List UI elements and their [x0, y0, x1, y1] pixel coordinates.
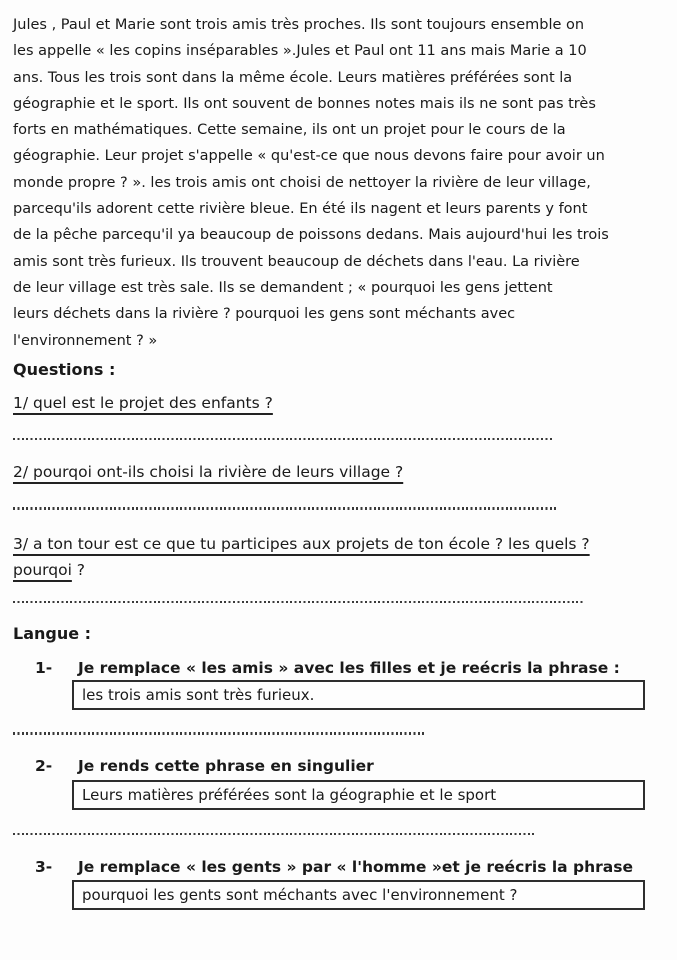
langue-heading: Langue :: [13, 624, 92, 644]
question-3-question-mark: ?: [71, 561, 86, 580]
langue-item-3-answer-box: [72, 880, 645, 910]
langue-item-2-label: Je rends cette phrase en singulier: [78, 756, 374, 775]
question-3-text-continued: pourqoi: [13, 561, 72, 580]
story-line: leurs déchets dans la rivière ? pourquoi les gens sont méchants avec: [13, 306, 516, 323]
langue-item-1-number: 1-: [35, 659, 53, 678]
langue-item-2-answer-box: [72, 780, 645, 810]
langue-item-2: [13, 756, 663, 776]
question-1-text: 1/ quel est le projet des enfants ?: [13, 393, 273, 412]
langue-item-3-answer-text: pourquoi les gents sont méchants avec l'environnement ?: [82, 886, 518, 905]
langue-item-2-answer-text: Leurs matières préférées sont la géographie et le sport: [82, 785, 497, 804]
questions-heading: Questions :: [13, 359, 116, 379]
story-line: ans. Tous les trois sont dans la même école. Leurs matières préférées sont la: [13, 69, 573, 86]
question-3-text: 3/ a ton tour est ce que tu participes aux projets de ton école ? les quels ?: [13, 534, 590, 553]
langue-item-1-answer-text: les trois amis sont très furieux.: [82, 686, 315, 705]
langue-item-1-label: Je remplace « les amis » avec les filles et je reécris la phrase :: [78, 659, 620, 678]
question-2: [13, 461, 663, 483]
answer-dotted-line-1: [13, 438, 553, 441]
question-3: [13, 531, 663, 584]
story-line: parcequ'ils adorent cette rivière bleue. En été ils nagent et leurs parents y font: [13, 201, 588, 218]
story-line: géographie. Leur projet s'appelle « qu'est-ce que nous devons faire pour avoir un: [13, 148, 605, 165]
story-line: l'environnement ? »: [13, 332, 158, 349]
story-line: les appelle « les copins inséparables ».Jules et Paul ont 11 ans mais Marie a 10: [13, 43, 587, 60]
question-3-line-2: [13, 557, 663, 584]
story-line: de la pêche parcequ'il ya beaucoup de poissons dedans. Mais aujourd'hui les trois: [13, 227, 609, 244]
answer-dotted-line-4: [13, 732, 425, 735]
langue-item-1: [13, 658, 663, 678]
story-line: géographie et le sport. Ils ont souvent de bonnes notes mais ils ne sont pas très: [13, 95, 596, 112]
langue-item-3: [13, 857, 663, 877]
langue-item-2-number: 2-: [35, 756, 53, 775]
story-line: Jules , Paul et Marie sont trois amis très proches. Ils sont toujours ensemble on: [13, 17, 585, 33]
answer-dotted-line-3: [13, 601, 585, 604]
story-line: monde propre ? ». les trois amis ont choisi de nettoyer la rivière de leur village,: [13, 174, 591, 191]
question-3-line-1: [13, 531, 663, 558]
langue-item-3-label: Je remplace « les gents » par « l'homme »et je reécris la phrase: [78, 858, 633, 877]
answer-dotted-line-2: [13, 507, 557, 510]
story-line: amis sont très furieux. Ils trouvent beaucoup de déchets dans l'eau. La rivière: [13, 253, 580, 270]
langue-item-1-answer-box: [72, 680, 645, 710]
question-1: [13, 392, 663, 414]
story-line: forts en mathématiques. Cette semaine, ils ont un projet pour le cours de la: [13, 122, 566, 139]
question-2-text: 2/ pourqoi ont-ils choisi la rivière de leurs village ?: [13, 463, 404, 482]
langue-item-3-number: 3-: [35, 858, 53, 877]
answer-dotted-line-5: [13, 833, 535, 836]
story-line: de leur village est très sale. Ils se demandent ; « pourquoi les gens jettent: [13, 279, 553, 296]
reading-passage: [13, 12, 663, 354]
